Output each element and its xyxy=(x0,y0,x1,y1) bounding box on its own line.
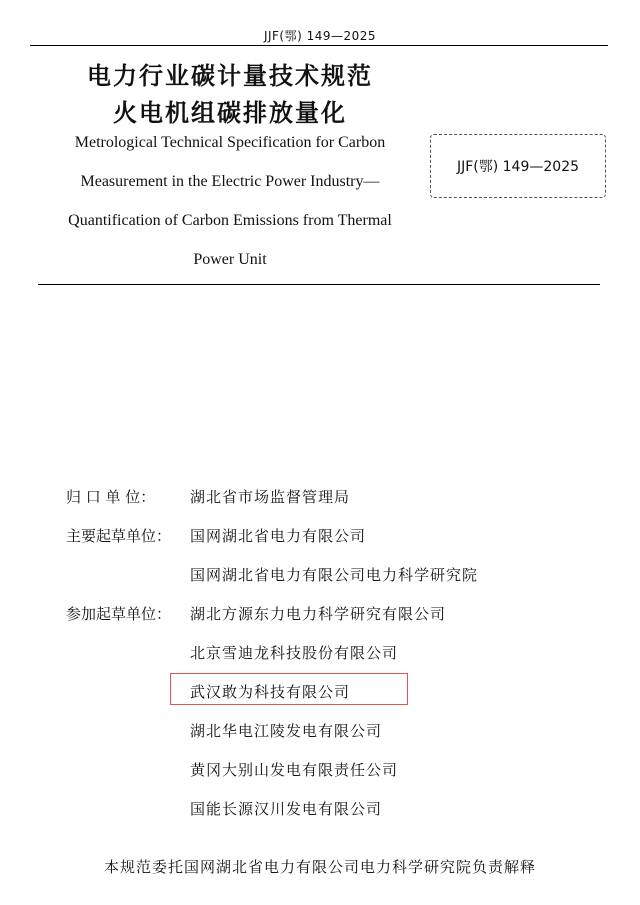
main-drafter-label: 主要起草单位： xyxy=(66,527,172,545)
participating-drafter-1: 湖北方源东力电力科学研究有限公司 xyxy=(190,605,447,623)
title-cn-line1: 电力行业碳计量技术规范 xyxy=(87,62,373,90)
top-divider xyxy=(30,45,608,46)
title-en-line1: Metrological Technical Specification for Carbon xyxy=(74,134,386,151)
header-code: JJF(鄂) 149—2025 xyxy=(263,29,377,43)
standard-code-text: JJF(鄂) 149—2025 xyxy=(456,159,580,175)
participating-drafter-4: 湖北华电江陵发电有限公司 xyxy=(190,722,383,740)
title-cn-line2: 火电机组碳排放量化 xyxy=(113,99,347,127)
participating-drafter-5: 黄冈大别山发电有限责任公司 xyxy=(190,761,399,779)
gui-kou-label: 归 口 单 位： xyxy=(66,488,156,506)
participating-drafter-2: 北京雪迪龙科技股份有限公司 xyxy=(190,644,399,662)
participating-drafter-3: 武汉敢为科技有限公司 xyxy=(190,683,351,701)
title-divider xyxy=(38,284,600,285)
footer-note: 本规范委托国网湖北省电力有限公司电力科学研究院负责解释 xyxy=(103,858,536,876)
title-en-line3: Quantification of Carbon Emissions from Thermal xyxy=(68,212,392,229)
main-drafter-1: 国网湖北省电力有限公司 xyxy=(190,527,367,545)
title-en-line2: Measurement in the Electric Power Industry— xyxy=(80,173,380,190)
gui-kou-value: 湖北省市场监督管理局 xyxy=(190,488,351,506)
title-en-line4: Power Unit xyxy=(193,251,267,268)
standard-code-box xyxy=(430,134,606,198)
participating-drafter-label: 参加起草单位： xyxy=(66,605,172,623)
participating-drafter-6: 国能长源汉川发电有限公司 xyxy=(190,800,383,818)
main-drafter-2: 国网湖北省电力有限公司电力科学研究院 xyxy=(190,566,479,584)
